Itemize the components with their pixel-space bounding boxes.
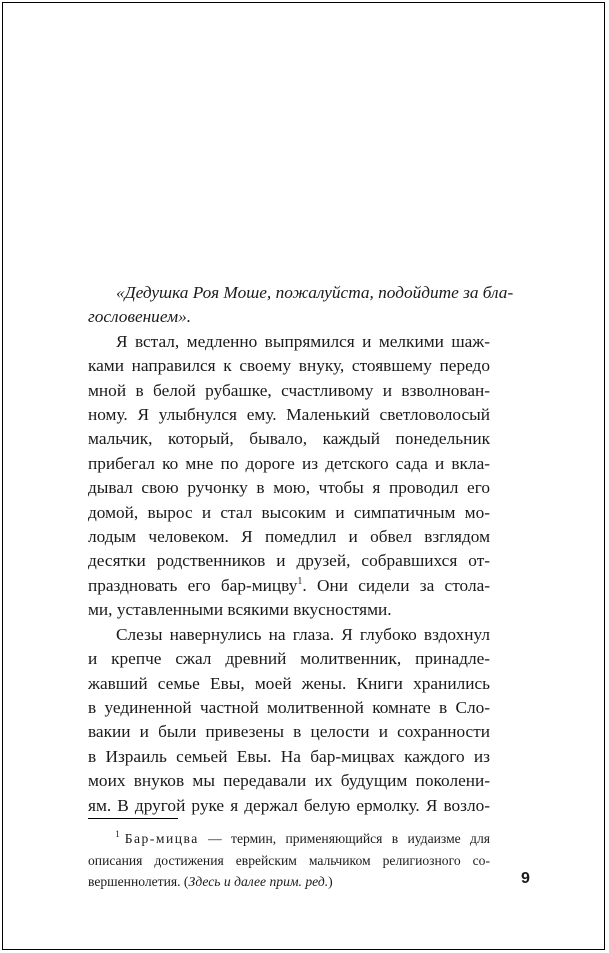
footnote-line (88, 828, 490, 850)
page-number: 9 (521, 870, 530, 887)
footnote-text: — термин, применяющийся в иудаизме для (198, 831, 490, 846)
text-line: ками направился к своему внуку, стоявшему передо (88, 356, 490, 376)
text-line: Я встал, медленно выпрямился и мелкими шаж- (116, 331, 490, 351)
footnote (88, 828, 490, 893)
text-line: в уединенной частной молитвенной комнате в Сло- (88, 697, 490, 717)
footnote-line: описания достижения еврейским мальчиком религиозного со- (88, 852, 490, 868)
text-line: десятки родственников и друзей, собравшихся от- (88, 551, 490, 571)
text-line: моих внуков мы передавали их будущим поколени- (88, 771, 490, 791)
text-line: мной в белой рубашке, счастливому и взволнован- (88, 380, 490, 400)
text-line: ному. Я улыбнулся ему. Маленький светловолосый (88, 405, 490, 425)
footnote-divider (88, 818, 178, 819)
footnote-text: ) (328, 874, 333, 889)
text-fragment: праздновать его бар-мицву (88, 575, 298, 595)
footnote-text: вершеннолетия. ( (88, 874, 189, 889)
footnote-ref[interactable]: 1 (297, 576, 303, 588)
main-text (88, 281, 514, 818)
text-line: мальчик, который, бывало, каждый понедельник (88, 429, 490, 449)
text-line: и крепче сжал древний молитвенник, принадле- (88, 649, 490, 669)
footnote-term: Бар-мицва (124, 831, 199, 846)
footnote-italic: Здесь и далее прим. ред. (188, 874, 329, 889)
footnote-marker: 1 (115, 829, 120, 840)
text-line: Слезы навернулись на глаза. Я глубоко вздохнул (116, 624, 490, 644)
text-line: дывал свою ручонку в мою, чтобы я проводил его (88, 478, 490, 498)
text-line: праздновать его бар-мицву$^1$. Они сидели за стола- (88, 575, 491, 595)
text-line: гословением». (88, 307, 192, 327)
footnote-line (88, 871, 490, 893)
text-line: «Дедушка Роя Моше, пожалуйста, подойдите за бла- (116, 283, 514, 302)
text-line: вакии и были привезены в целости и сохранности (88, 722, 490, 742)
text-fragment: Они сидели за стола- (316, 575, 491, 595)
text-line: ми, уставленными всякими вкусностями. (88, 600, 392, 620)
text-line: ям. В другой руке я держал белую ермолку. Я возло- (88, 795, 490, 815)
text-line: лодым человеком. Я помедлил и обвел взглядом (88, 527, 490, 547)
text-line: жавший семье Евы, моей жены. Книги хранились (88, 673, 490, 693)
text-line: прибегал ко мне по дороге из детского сада и вкла- (88, 453, 490, 473)
text-line: домой, вырос и стал высоким и симпатичным мо- (88, 502, 490, 522)
text-line: в Израиль семьей Евы. На бар-мицвах каждого из (88, 746, 490, 766)
